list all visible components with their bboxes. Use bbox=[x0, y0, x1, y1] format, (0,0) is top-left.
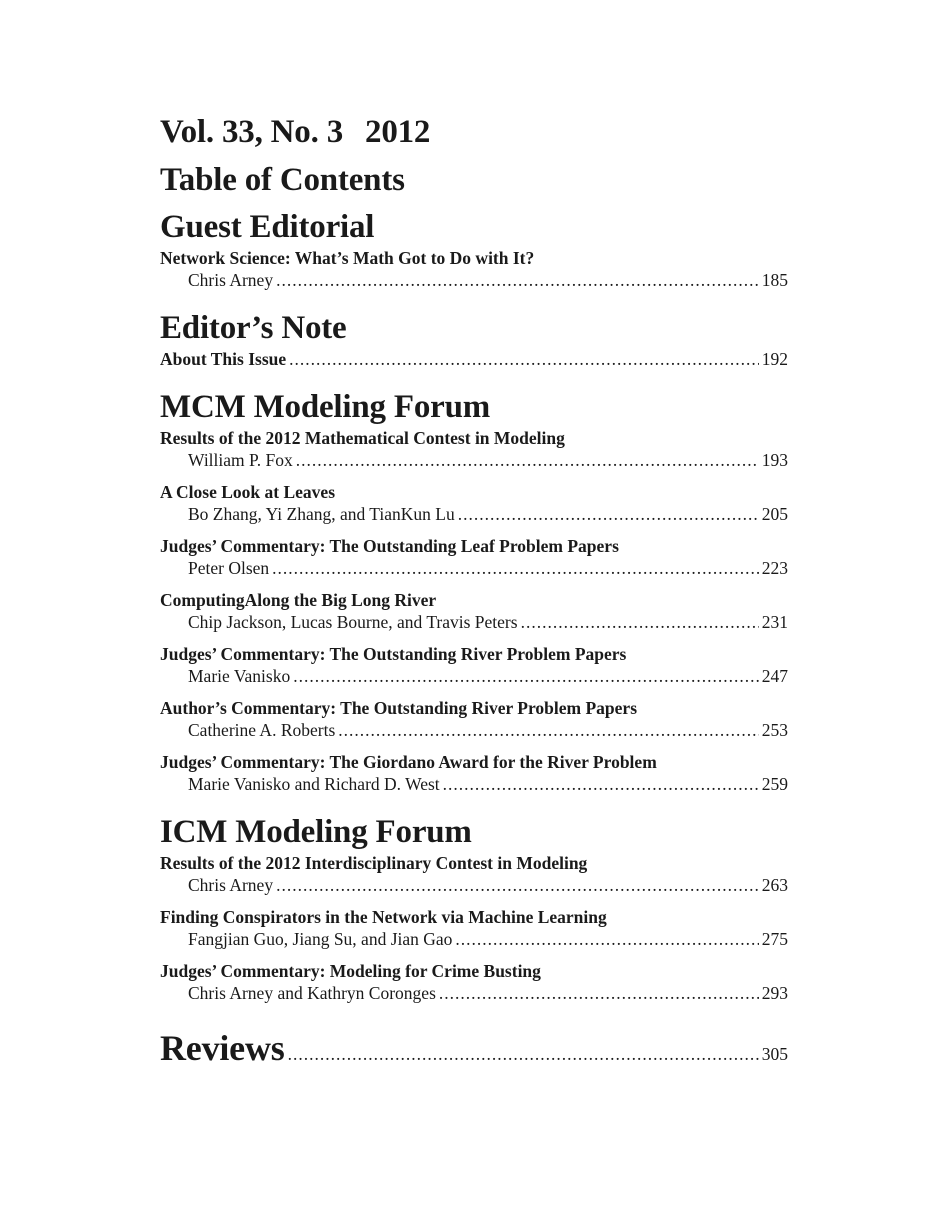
dot-leader bbox=[521, 611, 759, 633]
entry-page-number: 192 bbox=[761, 349, 788, 369]
entry-author: Bo Zhang, Yi Zhang, and TianKun Lu bbox=[188, 504, 455, 524]
section-guest-editorial bbox=[160, 208, 788, 291]
volume-year: 2012 bbox=[365, 114, 431, 150]
dot-leader bbox=[439, 982, 759, 1004]
table-of-contents-page bbox=[160, 112, 788, 1068]
entry-title: Results of the 2012 Mathematical Contest in Modeling bbox=[160, 428, 565, 448]
entry-title: ComputingAlong the Big Long River bbox=[160, 590, 437, 610]
entry-title: Network Science: What’s Math Got to Do with It? bbox=[160, 248, 535, 268]
dot-leader bbox=[276, 269, 759, 291]
volume-heading bbox=[160, 112, 788, 152]
toc-entry[interactable] bbox=[160, 960, 788, 1004]
section-mcm-modeling-forum bbox=[160, 388, 788, 795]
entry-author-line bbox=[160, 719, 788, 741]
entry-title: Judges’ Commentary: The Giordano Award for the River Problem bbox=[160, 752, 657, 772]
entry-title: Author’s Commentary: The Outstanding River Problem Papers bbox=[160, 698, 638, 718]
toc-entry[interactable] bbox=[160, 852, 788, 896]
entry-author-line bbox=[160, 269, 788, 291]
entry-page-number: 293 bbox=[761, 983, 788, 1003]
volume-number: Vol. 33, No. 3 bbox=[160, 114, 344, 150]
entry-page-number: 247 bbox=[761, 666, 788, 686]
toc-entry[interactable] bbox=[160, 589, 788, 633]
dot-leader bbox=[288, 1044, 759, 1065]
entry-page-number: 305 bbox=[761, 1044, 788, 1064]
section-title: MCM Modeling Forum bbox=[160, 389, 491, 425]
entry-author-line bbox=[160, 982, 788, 1004]
entry-author-line bbox=[160, 503, 788, 525]
toc-entry[interactable] bbox=[160, 643, 788, 687]
entry-page-number: 263 bbox=[761, 875, 788, 895]
entry-author: Catherine A. Roberts bbox=[188, 720, 336, 740]
entry-author: Chris Arney bbox=[188, 875, 274, 895]
entry-title: Results of the 2012 Interdisciplinary Contest in Modeling bbox=[160, 853, 588, 873]
section-title: ICM Modeling Forum bbox=[160, 814, 472, 850]
toc-entry[interactable] bbox=[160, 348, 788, 370]
entry-page-number: 193 bbox=[761, 450, 788, 470]
entry-author: Chris Arney and Kathryn Coronges bbox=[188, 983, 436, 1003]
entry-page-number: 185 bbox=[761, 270, 788, 290]
section-title: Editor’s Note bbox=[160, 310, 347, 346]
dot-leader bbox=[458, 503, 759, 525]
entry-author: Peter Olsen bbox=[188, 558, 270, 578]
entry-author-line bbox=[160, 557, 788, 579]
dot-leader bbox=[443, 773, 759, 795]
toc-entry[interactable] bbox=[160, 427, 788, 471]
entry-author-line bbox=[160, 928, 788, 950]
entry-title: Judges’ Commentary: The Outstanding Leaf Problem Papers bbox=[160, 536, 619, 556]
entry-author: Chris Arney bbox=[188, 270, 274, 290]
reviews-title: Reviews bbox=[160, 1028, 285, 1068]
entry-author: Marie Vanisko bbox=[188, 666, 291, 686]
toc-entry[interactable] bbox=[160, 481, 788, 525]
section-editors-note bbox=[160, 309, 788, 370]
dot-leader bbox=[289, 348, 759, 370]
entry-page-number: 253 bbox=[761, 720, 788, 740]
entry-title: Judges’ Commentary: The Outstanding River Problem Papers bbox=[160, 644, 627, 664]
entry-author: Fangjian Guo, Jiang Su, and Jian Gao bbox=[188, 929, 453, 949]
toc-entry[interactable] bbox=[160, 906, 788, 950]
dot-leader bbox=[293, 665, 759, 687]
entry-author: Chip Jackson, Lucas Bourne, and Travis Peters bbox=[188, 612, 518, 632]
entry-page-number: 223 bbox=[761, 558, 788, 578]
entry-author-line bbox=[160, 665, 788, 687]
toc-entry[interactable] bbox=[160, 247, 788, 291]
entry-title: About This Issue bbox=[160, 349, 287, 369]
toc-entry[interactable] bbox=[160, 535, 788, 579]
entry-page-number: 231 bbox=[761, 612, 788, 632]
entry-author-line bbox=[160, 773, 788, 795]
entry-page-number: 205 bbox=[761, 504, 788, 524]
dot-leader bbox=[296, 449, 759, 471]
toc-title: Table of Contents bbox=[160, 162, 405, 198]
section-title: Guest Editorial bbox=[160, 209, 375, 245]
entry-page-number: 259 bbox=[761, 774, 788, 794]
entry-title: Finding Conspirators in the Network via Machine Learning bbox=[160, 907, 607, 927]
toc-entry-reviews[interactable] bbox=[160, 1028, 788, 1068]
entry-author-line bbox=[160, 449, 788, 471]
entry-author: William P. Fox bbox=[188, 450, 293, 470]
entry-title-line bbox=[160, 348, 788, 370]
entry-title: A Close Look at Leaves bbox=[160, 482, 335, 502]
dot-leader bbox=[272, 557, 759, 579]
dot-leader bbox=[276, 874, 759, 896]
dot-leader bbox=[338, 719, 758, 741]
entry-title: Judges’ Commentary: Modeling for Crime Busting bbox=[160, 961, 541, 981]
entry-author-line bbox=[160, 611, 788, 633]
entry-author: Marie Vanisko and Richard D. West bbox=[188, 774, 440, 794]
toc-entry[interactable] bbox=[160, 751, 788, 795]
entry-author-line bbox=[160, 874, 788, 896]
section-icm-modeling-forum bbox=[160, 813, 788, 1004]
dot-leader bbox=[455, 928, 758, 950]
entry-page-number: 275 bbox=[761, 929, 788, 949]
toc-entry[interactable] bbox=[160, 697, 788, 741]
